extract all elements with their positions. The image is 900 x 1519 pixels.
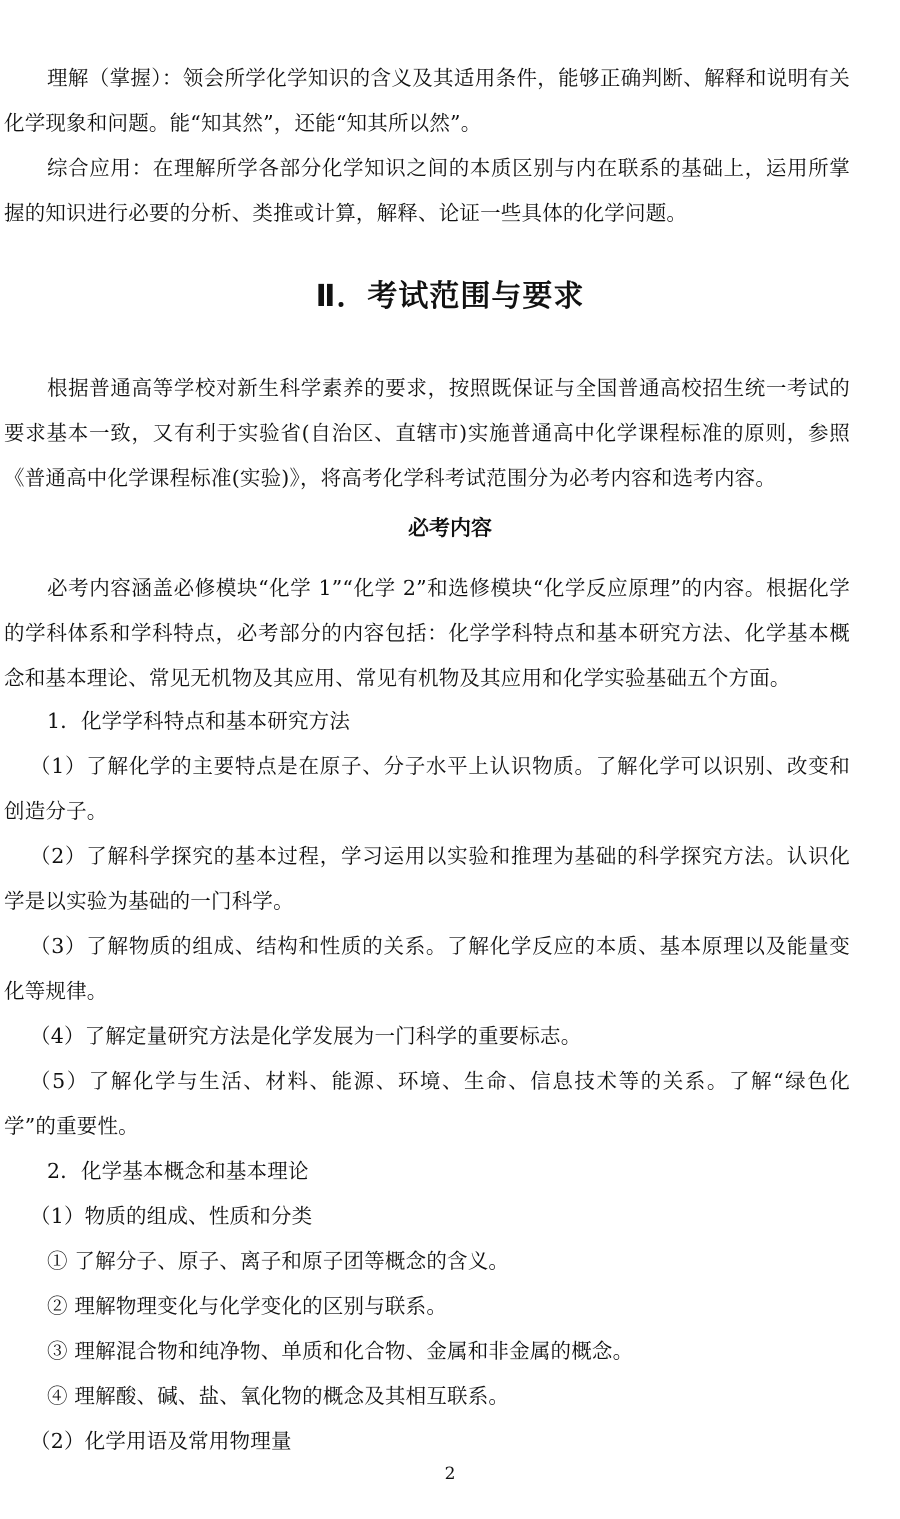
page-number: 2 [444,1464,456,1484]
intro-understand-paragraph: 理解（掌握）：领会所学化学知识的含义及其适用条件，能够正确判断、解释和说明有关化学现象和问题。能“知其然”，还能“知其所以然”。 [4,66,850,135]
part1-item-5: （5）了解化学与生活、材料、能源、环境、生命、信息技术等的关系。了解“绿色化学”的重要性。 [4,1069,850,1138]
part1-item-4: （4）了解定量研究方法是化学发展为一门科学的重要标志。 [30,1024,582,1048]
part2-subheading-2: （2）化学用语及常用物理量 [30,1429,292,1453]
part1-heading: 1．化学学科特点和基本研究方法 [47,709,351,733]
part1-item-3: （3）了解物质的组成、结构和性质的关系。了解化学反应的本质、基本原理以及能量变化等规律。 [4,934,850,1003]
intro-apply-paragraph: 综合应用：在理解所学各部分化学知识之间的本质区别与内在联系的基础上，运用所掌握的知识进行必要的分析、类推或计算，解释、论证一些具体的化学问题。 [4,156,850,225]
required-content-paragraph: 必考内容涵盖必修模块“化学 1”“化学 2”和选修模块“化学反应原理”的内容。根据化学的学科体系和学科特点，必考部分的内容包括：化学学科特点和基本研究方法、化学基本概念和基本理论、常见无机物及其应用、常见有机物及其应用和化学实验基础五个方面。 [4,576,850,690]
section-intro-paragraph: 根据普通高等学校对新生科学素养的要求，按照既保证与全国普通高校招生统一考试的要求基本一致，又有利于实验省(自治区、直辖市)实施普通高中化学课程标准的原则，参照《普通高中化学课程标准(实验)》，将高考化学科考试范围分为必考内容和选考内容。 [4,376,850,490]
part2-point-4: ④ 理解酸、碱、盐、氧化物的概念及其相互联系。 [47,1384,510,1408]
part1-item-2: （2）了解科学探究的基本过程，学习运用以实验和推理为基础的科学探究方法。认识化学是以实验为基础的一门科学。 [4,844,850,913]
part2-point-2: ② 理解物理变化与化学变化的区别与联系。 [47,1294,448,1318]
part2-point-1: ① 了解分子、原子、离子和原子团等概念的含义。 [47,1249,510,1273]
part2-heading: 2．化学基本概念和基本理论 [47,1159,309,1183]
part2-point-3: ③ 理解混合物和纯净物、单质和化合物、金属和非金属的概念。 [47,1339,634,1363]
part2-subheading-1: （1）物质的组成、性质和分类 [30,1204,313,1228]
required-content-title: 必考内容 [408,516,492,540]
part1-item-1: （1）了解化学的主要特点是在原子、分子水平上认识物质。了解化学可以识别、改变和创造分子。 [4,754,850,823]
section-title: Ⅱ．考试范围与要求 [315,279,585,314]
